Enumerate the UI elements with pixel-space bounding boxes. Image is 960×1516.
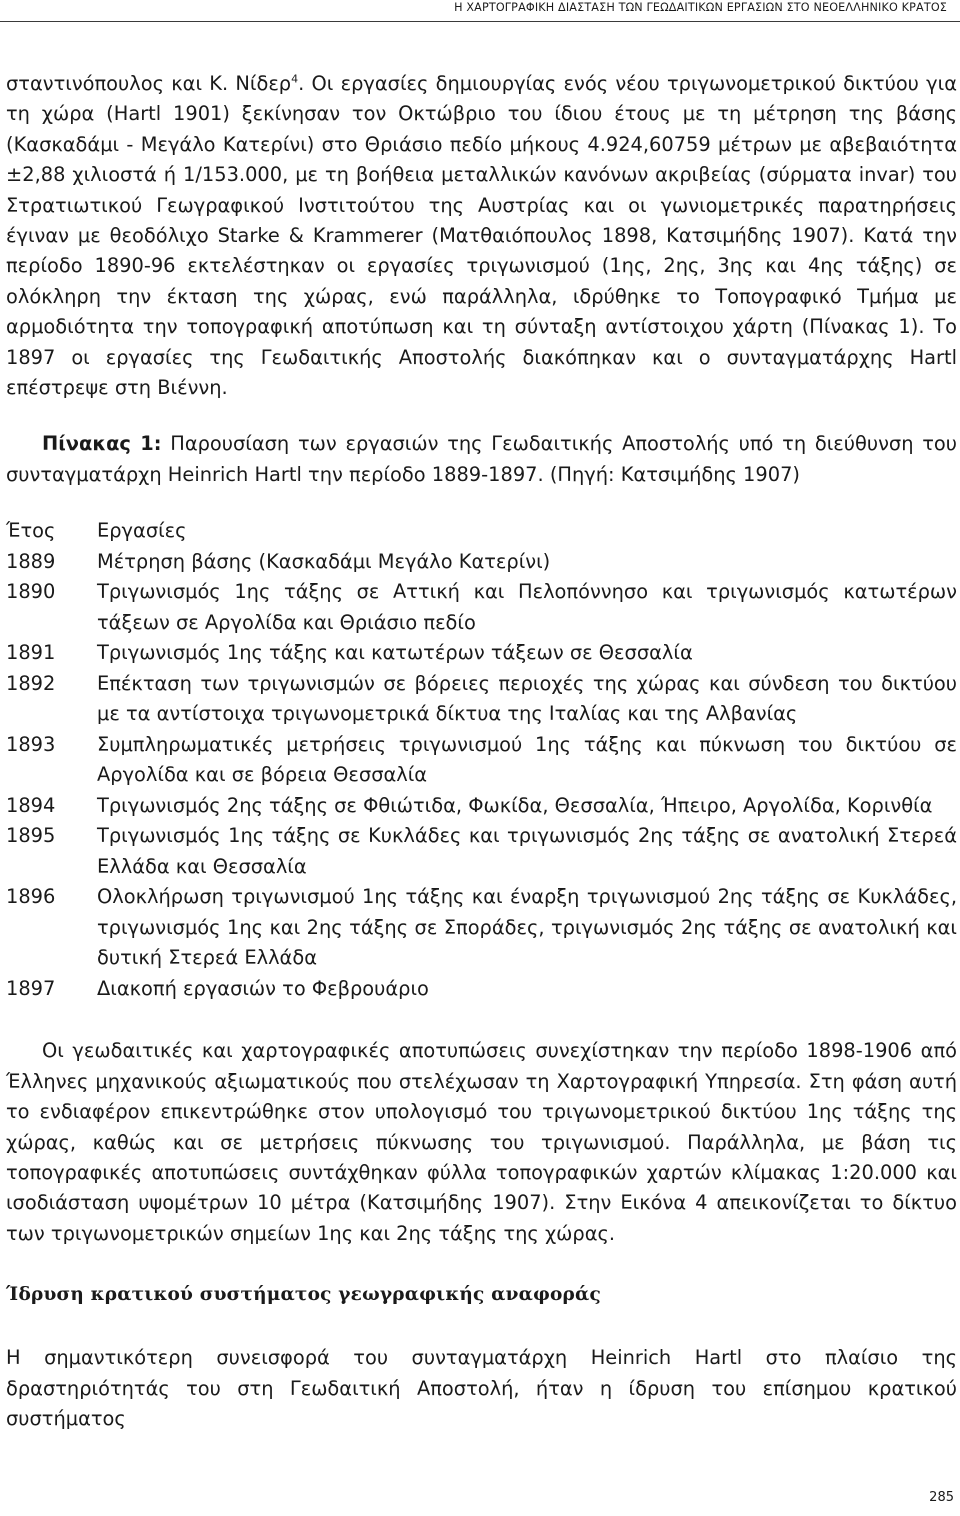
row-works: Τριγωνισμός 1ης τάξης σε Αττική και Πελοπόννησο και τριγωνισμός κατωτέρων τάξεων σε Αργολίδα και Θριάσιο πεδίο <box>97 580 957 634</box>
row-works: Ολοκλήρωση τριγωνισμού 1ης τάξης και έναρξη τριγωνισμού 2ης τάξης σε Κυκλάδες, τριγωνισμός 1ης και 2ης τάξης σε Σποράδες, τριγωνισμός 2ης τάξης σε ανατολική και δυτική Στερεά Ελλάδα <box>97 885 957 970</box>
row-year: 1890 <box>6 580 56 604</box>
table-row <box>6 547 957 578</box>
row-year: 1889 <box>6 549 56 573</box>
table-row <box>6 882 957 974</box>
paragraph-2: Οι γεωδαιτικές και χαρτογραφικές αποτυπώσεις συνεχίστηκαν την περίοδο 1898-1906 από Έλληνες μηχανικούς αξιωματικούς που στελέχωσαν τη Χαρτογραφική Υπηρεσία. Στη φάση αυτή το ενδιαφέρον επικεντρώθηκε στον υπολογισμό του τριγωνομετρικού δικτύου 1ης τάξης της χώρας, καθώς και σε μετρήσεις πύκνωσης του τριγωνισμού. Παράλληλα, με βάση τις τοπογραφικές αποτυπώσεις συντάχθηκαν φύλλα τοπογραφικών χαρτών κλίμακας 1:20.000 και ισοδιάσταση υψομέτρων 10 μέτρα (Κατσιμήδης 1907). Στην Εικόνα 4 απεικονίζεται το δίκτυο των τριγωνομετρικών σημείων 1ης και 2ης τάξης της χώρας. <box>6 1039 957 1245</box>
row-works: Διακοπή εργασιών το Φεβρουάριο <box>97 976 429 1000</box>
row-year: 1897 <box>6 976 56 1000</box>
table-row <box>6 669 957 730</box>
row-year: 1894 <box>6 793 56 817</box>
header-year: Έτος <box>6 519 56 543</box>
footnote-ref-4[interactable]: 4 <box>291 72 299 86</box>
page-number: 285 <box>929 1490 954 1505</box>
works-table <box>6 516 957 1004</box>
table-caption-label: Πίνακας 1: <box>42 432 162 456</box>
table-row <box>6 638 957 669</box>
header-works: Εργασίες <box>97 519 187 543</box>
table-row <box>6 974 957 1005</box>
table-header-row <box>6 516 957 547</box>
row-works: Τριγωνισμός 1ης τάξης και κατωτέρων τάξεων σε Θεσσαλία <box>97 641 693 665</box>
table-row <box>6 821 957 882</box>
running-title: Η ΧΑΡΤΟΓΡΑΦΙΚΗ ΔΙΑΣΤΑΣΗ ΤΩΝ ΓΕΩΔΑΙΤΙΚΩΝ ΕΡΓΑΣΙΩΝ ΣΤΟ ΝΕΟΕΛΛΗΝΙΚΟ ΚΡΑΤΟΣ <box>454 1 947 14</box>
row-works: Συμπληρωματικές μετρήσεις τριγωνισμού 1ης τάξης και πύκνωση του δικτύου σε Αργολίδα και σε βόρεια Θεσσαλία <box>97 732 957 787</box>
section-heading: Ίδρυση κρατικού συστήματος γεωγραφικής αναφοράς <box>6 1284 601 1306</box>
paragraph-1-start: σταντινόπουλος και Κ. Νίδερ <box>6 72 292 95</box>
row-year: 1893 <box>6 732 56 756</box>
row-works: Μέτρηση βάσης (Κασκαδάμι Μεγάλο Κατερίνι) <box>97 549 551 573</box>
table-row <box>6 730 957 791</box>
paragraph-1 <box>6 69 957 403</box>
row-year: 1895 <box>6 824 56 848</box>
table-caption-text: Παρουσίαση των εργασιών της Γεωδαιτικής Αποστολής υπό τη διεύθυνση του συνταγματάρχη Heinrich Hartl την περίοδο 1889-1897. (Πηγή: Κατσιμήδης 1907) <box>6 432 957 486</box>
row-works: Τριγωνισμός 1ης τάξης σε Κυκλάδες και τριγωνισμός 2ης τάξης σε ανατολική Στερεά Ελλάδα και Θεσσαλία <box>97 824 957 878</box>
paragraph-1-rest: . Οι εργασίες δημιουργίας ενός νέου τριγωνομετρικού δικτύου για τη χώρα (Hartl 1901) ξεκίνησαν τον Οκτώβριο του ίδιου έτους με τη μέτρηση της βάσης (Κασκαδάμι - Μεγάλο Κατερίνι) στο Θριάσιο πεδίο μήκους 4.924,60759 μέτρων με αβεβαιότητα ±2,88 χιλιοστά ή 1/153.000, με τη βοήθεια μεταλλικών κανόνων ακριβείας (σύρματα invar) του Στρατιωτικού Γεωγραφικού Ινστιτούτου της Αυστρίας και οι γωνιομετρικές παρατηρήσεις έγιναν με θεοδόλιχο Starke & Krammerer (Ματθαιόπουλος 1898, Κατσιμήδης 1907). Κατά την περίοδο 1890-96 εκτελέστηκαν οι εργασίες τριγωνισμού (1ης, 2ης, 3ης και 4ης τάξης) σε ολόκληρη την έκταση της χώρας, ενώ παράλληλα, ιδρύθηκε το Τοπογραφικό Τμήμα με αρμοδιότητα την τοπογραφική αποτύπωση και τη σύνταξη αντίστοιχου χάρτη (Πίνακας 1). Το 1897 οι εργασίες της Γεωδαιτικής Αποστολής διακόπηκαν και ο συνταγματάρχης Hartl επέστρεψε στη Βιέννη. <box>6 72 957 400</box>
running-header <box>0 0 960 22</box>
table-row <box>6 791 957 822</box>
row-works: Τριγωνισμός 2ης τάξης σε Φθιώτιδα, Φωκίδα, Θεσσαλία, Ήπειρο, Αργολίδα, Κορινθία <box>97 793 933 817</box>
page-content <box>6 69 957 1434</box>
row-works: Επέκταση των τριγωνισμών σε βόρειες περιοχές της χώρας και σύνδεση του δικτύου με τα αντίστοιχα τριγωνομετρικά δίκτυα της Ιταλίας και της Αλβανίας <box>97 671 957 726</box>
table-row <box>6 577 957 638</box>
paragraph-3: Η σημαντικότερη συνεισφορά του συνταγματάρχη Heinrich Hartl στο πλαίσιο της δραστηριότητάς του στη Γεωδαιτική Αποστολή, ήταν η ίδρυση του επίσημου κρατικού συστήματος <box>6 1346 957 1430</box>
table-caption <box>6 429 957 490</box>
row-year: 1896 <box>6 885 56 909</box>
row-year: 1891 <box>6 641 56 665</box>
row-year: 1892 <box>6 671 56 695</box>
